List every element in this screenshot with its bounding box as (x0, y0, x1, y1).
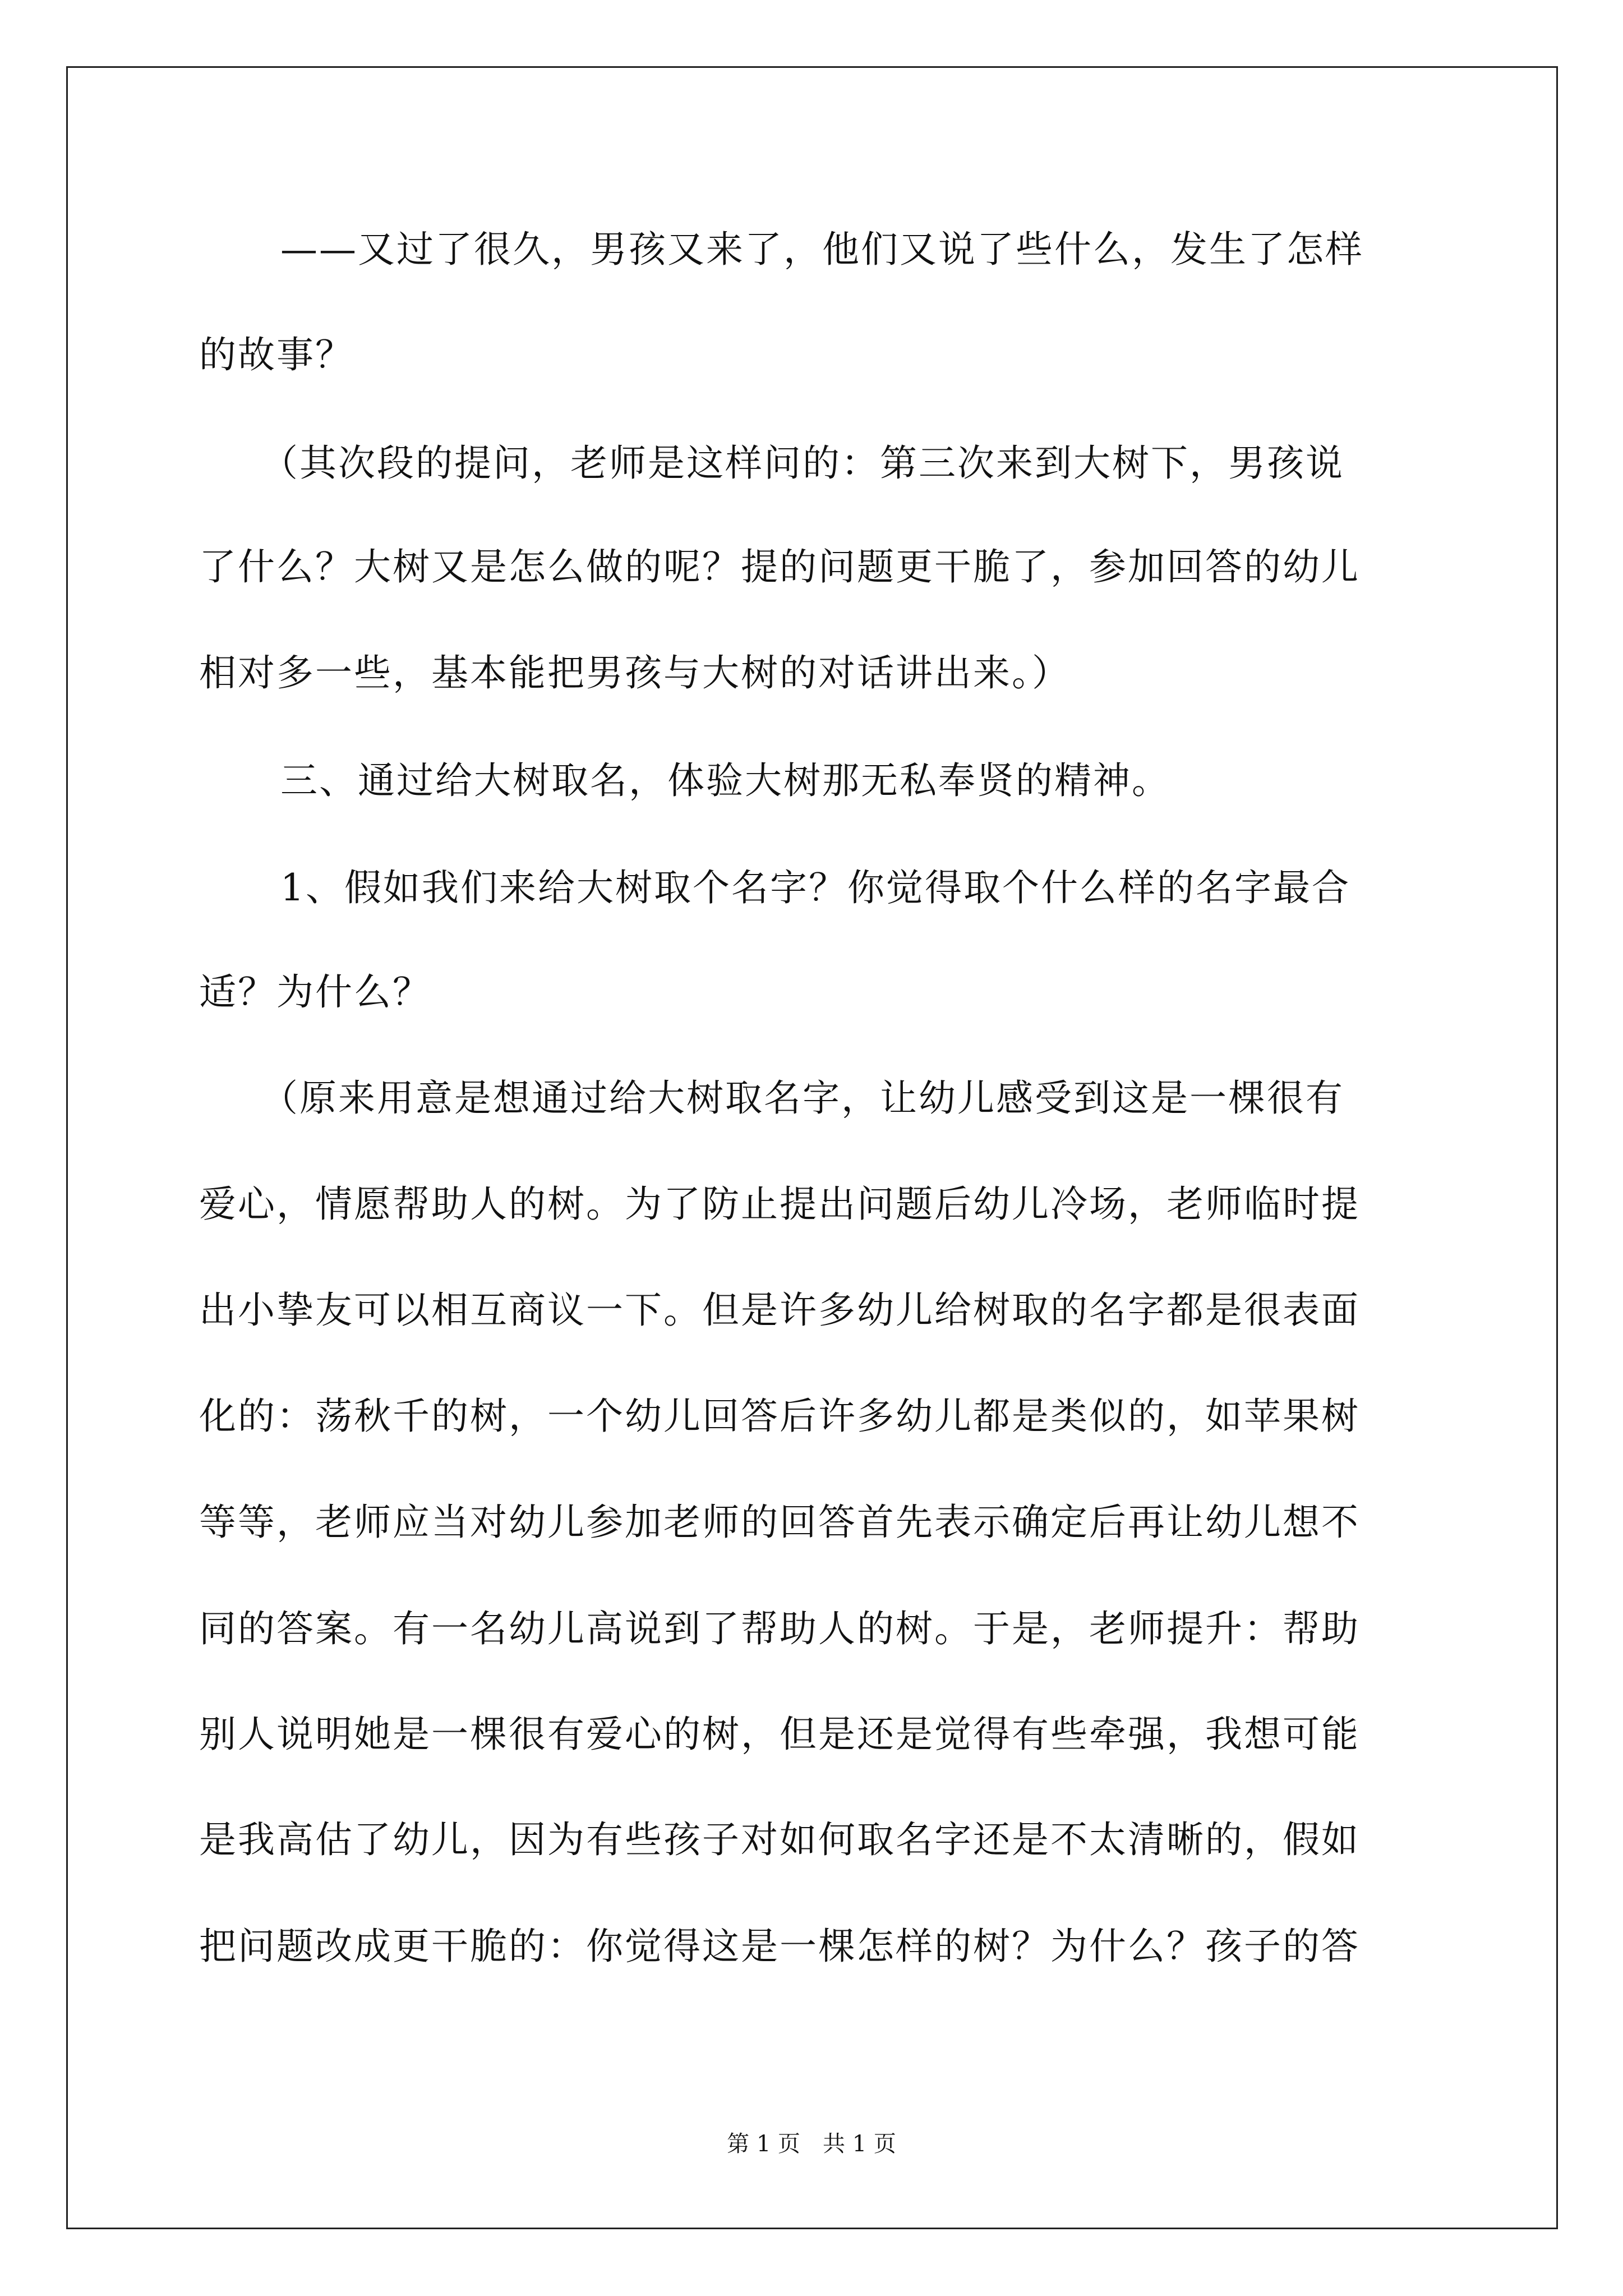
paragraph-line: 出小挚友可以相互商议一下。但是许多幼儿给树取的名字都是很表面 (199, 1289, 1360, 1332)
page-border (66, 66, 1558, 2229)
paragraph-line: 的故事？ (199, 333, 354, 376)
paragraph-line: （其次段的提问，老师是这样问的：第三次来到大树下，男孩说 (261, 441, 1344, 485)
paragraph-line: 了什么？大树又是怎么做的呢？提的问题更干脆了，参加回答的幼儿 (199, 545, 1360, 588)
paragraph-line: 同的答案。有一名幼儿高说到了帮助人的树。于是，老师提升：帮助 (199, 1607, 1360, 1650)
paragraph-line: ——又过了很久，男孩又来了，他们又说了些什么，发生了怎样 (280, 228, 1364, 271)
paragraph-line: （原来用意是想通过给大树取名字，让幼儿感受到这是一棵很有 (261, 1076, 1344, 1120)
paragraph-line: 把问题改成更干脆的：你觉得这是一棵怎样的树？为什么？孩子的答 (199, 1925, 1360, 1968)
paragraph-line: 适？为什么？ (199, 970, 431, 1014)
paragraph-line: 爱心，情愿帮助人的树。为了防止提出问题后幼儿冷场，老师临时提 (199, 1182, 1360, 1226)
paragraph-line: 等等，老师应当对幼儿参加老师的回答首先表示确定后再让幼儿想不 (199, 1501, 1360, 1544)
paragraph-line: 化的：荡秋千的树，一个幼儿回答后许多幼儿都是类似的，如苹果树 (199, 1395, 1360, 1438)
paragraph-line: 别人说明她是一棵很有爱心的树，但是还是觉得有些牵强，我想可能 (199, 1713, 1360, 1756)
paragraph-line: 相对多一些，基本能把男孩与大树的对话讲出来。） (199, 651, 1071, 694)
page-footer: 第 1 页 共 1 页 (727, 2131, 896, 2157)
paragraph-line: 是我高估了幼儿，因为有些孩子对如何取名字还是不太清晰的，假如 (199, 1818, 1360, 1861)
paragraph-line: 1、假如我们来给大树取个名字？你觉得取个什么样的名字最合 (280, 866, 1350, 909)
section-heading: 三、通过给大树取名，体验大树那无私奉贤的精神。 (280, 759, 1170, 802)
